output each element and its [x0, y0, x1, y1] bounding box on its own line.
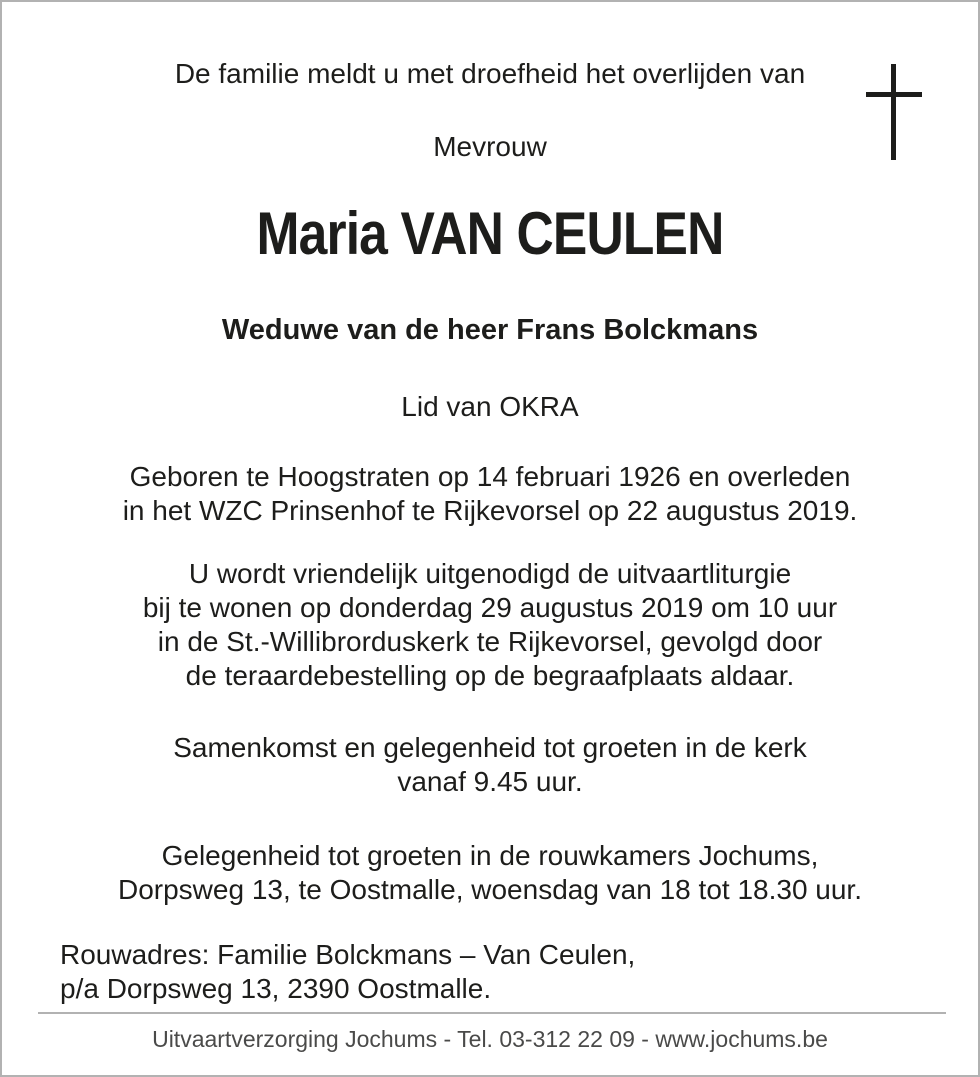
gathering-paragraph: [2, 731, 978, 799]
intro-text: De familie meldt u met droefheid het overlijden van: [174, 58, 806, 89]
visitation-paragraph: [2, 839, 978, 907]
paragraph-line: Gelegenheid tot groeten in de rouwkamers Jochums,: [161, 840, 819, 871]
mourning-address: [60, 938, 635, 1006]
paragraph-line: bij te wonen op donderdag 29 augustus 2019 om 10 uur: [142, 592, 838, 623]
footer-divider: [38, 1012, 946, 1014]
deceased-name: Maria VAN CEULEN: [256, 200, 724, 267]
paragraph-line: in de St.-Willibrorduskerk te Rijkevorsel, gevolgd door: [157, 626, 823, 657]
paragraph-line: de teraardebestelling op de begraafplaats aldaar.: [185, 660, 795, 691]
paragraph-line: Dorpsweg 13, te Oostmalle, woensdag van 18 tot 18.30 uur.: [117, 874, 862, 905]
paragraph-line: in het WZC Prinsenhof te Rijkevorsel op 22 augustus 2019.: [122, 495, 858, 526]
birth-death-paragraph: [2, 460, 978, 528]
widow-of-text: Weduwe van de heer Frans Bolckmans: [221, 314, 759, 346]
address-line: p/a Dorpsweg 13, 2390 Oostmalle.: [60, 973, 492, 1004]
address-line: Rouwadres: Familie Bolckmans – Van Ceulen,: [60, 939, 636, 970]
paragraph-line: vanaf 9.45 uur.: [397, 766, 583, 797]
service-paragraph: [2, 557, 978, 693]
funeral-home-footer: Uitvaartverzorging Jochums - Tel. 03-312 22 09 - www.jochums.be: [152, 1026, 828, 1052]
paragraph-line: Samenkomst en gelegenheid tot groeten in de kerk: [173, 732, 807, 763]
paragraph-line: U wordt vriendelijk uitgenodigd de uitvaartliturgie: [188, 558, 792, 589]
paragraph-line: Geboren te Hoogstraten op 14 februari 1926 en overleden: [129, 461, 851, 492]
title-prefix: Mevrouw: [433, 131, 547, 162]
membership-text: Lid van OKRA: [401, 391, 579, 422]
